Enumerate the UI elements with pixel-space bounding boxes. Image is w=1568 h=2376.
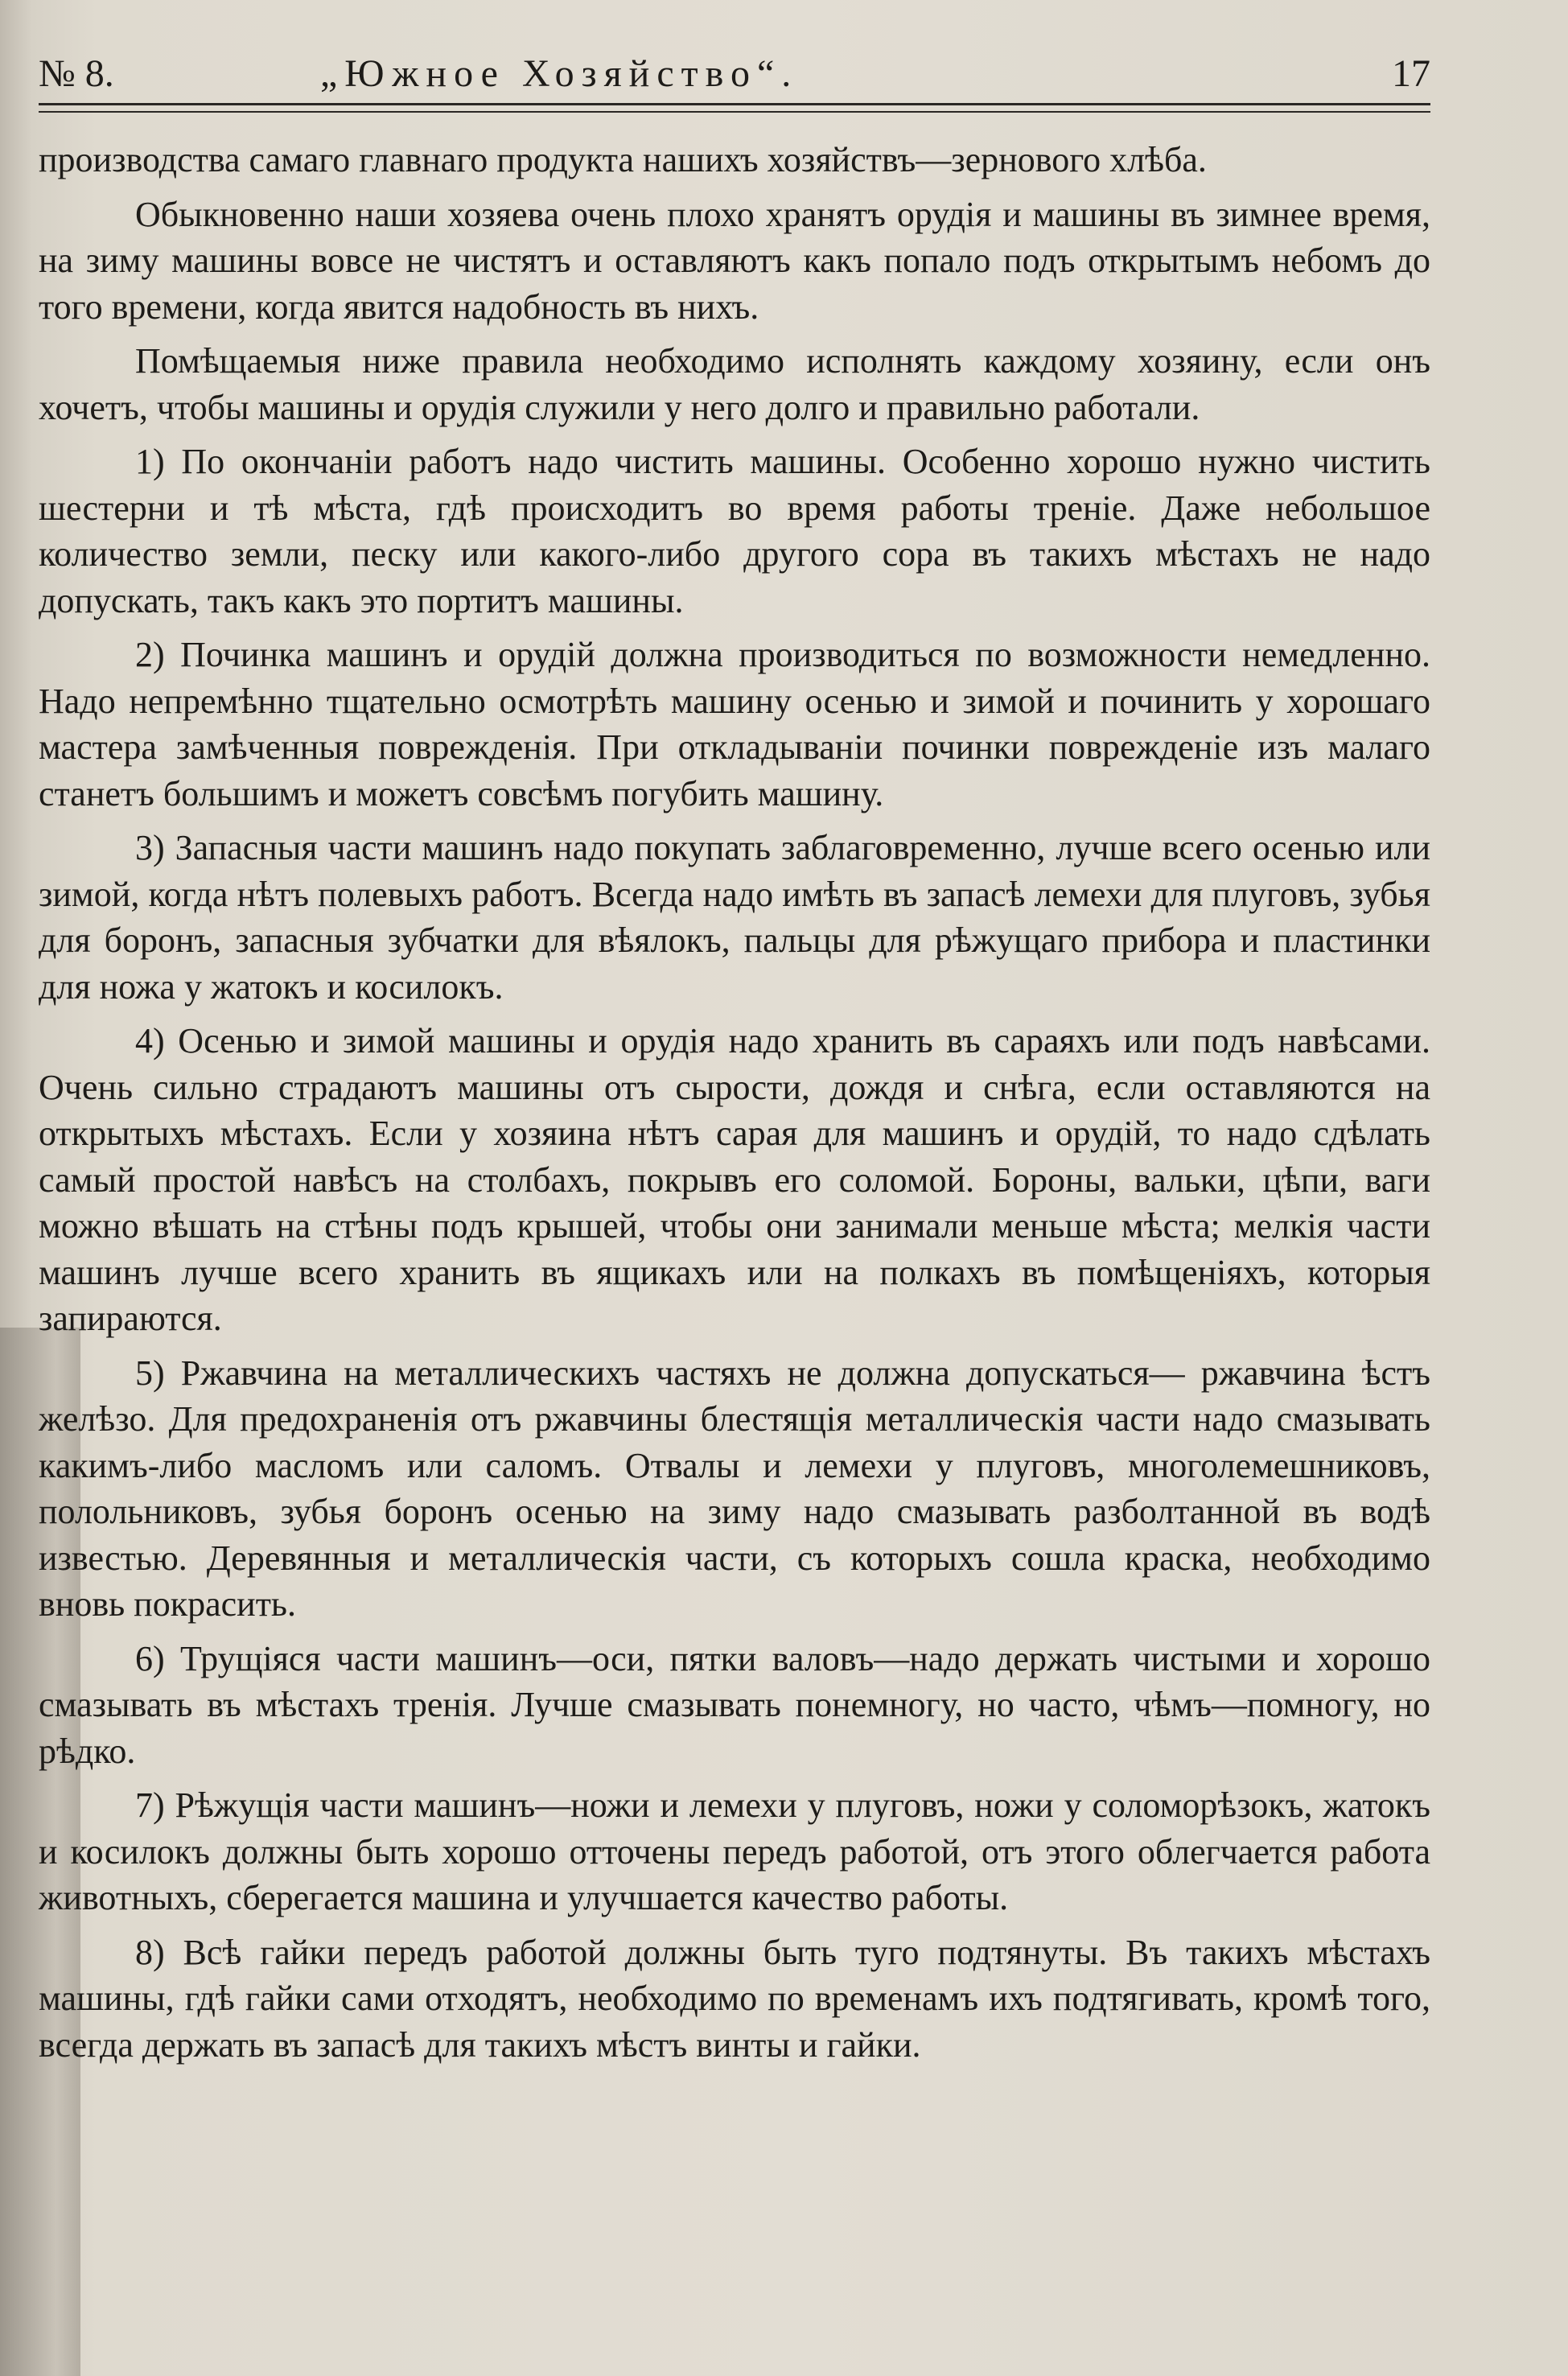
rule-2-paragraph: 2) Починка машинъ и орудій должна производиться по возможности немедленно. Надо непремѣнно тщательно осмотрѣть машину осенью и зимой и починить у хорошаго мастера замѣченныя поврежденія. При откладываніи починки поврежденіе изъ малаго станетъ большимъ и можетъ совсѣмъ погубить машину. — [39, 635, 1430, 813]
article-body — [39, 137, 1430, 2076]
rule-3-paragraph: 3) Запасныя части машинъ надо покупать заблаговременно, лучше всего осенью или зимой, когда нѣтъ полевыхъ работъ. Всегда надо имѣть въ запасѣ лемехи для плуговъ, зубья для боронъ, запасныя зубчатки для вѣялокъ, пальцы для рѣжущаго прибора и пластинки для ножа у жатокъ и косилокъ. — [39, 828, 1430, 1007]
rule-6-paragraph: 6) Трущіяся части машинъ—оси, пятки валовъ—надо держать чистыми и хорошо смазывать въ мѣстахъ тренія. Лучше смазывать понемногу, но часто, чѣмъ—помногу, но рѣдко. — [39, 1638, 1430, 1771]
paragraph: производства самаго главнаго продукта нашихъ хозяйствъ—зернового хлѣба. — [39, 140, 1207, 179]
rule-8-paragraph: 8) Всѣ гайки передъ работой должны быть туго подтянуты. Въ такихъ мѣстахъ машины, гдѣ гайки сами отходятъ, необходимо по временамъ ихъ подтягивать, кромѣ того, всегда держать въ запасѣ для такихъ мѣстъ винты и гайки. — [39, 1932, 1430, 2065]
header-rule-thick — [39, 103, 1430, 105]
rule-7-paragraph: 7) Рѣжущія части машинъ—ножи и лемехи у плуговъ, ножи у соломорѣзокъ, жатокъ и косилокъ должны быть хорошо отточены передъ работой, отъ этого облегчается работа животныхъ, сберегается машина и улучшается качество работы. — [39, 1785, 1430, 1917]
header-rule-thin — [39, 111, 1430, 113]
rule-4-paragraph: 4) Осенью и зимой машины и орудія надо хранить въ сараяхъ или подъ навѣсами. Очень сильно страдаютъ машины отъ сырости, дождя и снѣга, если оставляются на открытыхъ мѣстахъ. Если у хозяина нѣтъ сарая для машинъ и орудій, то надо сдѣлать самый простой навѣсъ на столбахъ, покрывъ его соломой. Бороны, вальки, цѣпи, ваги можно вѣшать на стѣны подъ крышей, чтобы они занимали меньше мѣста; мелкія части машинъ лучше всего хранить въ ящикахъ или на полкахъ въ помѣщеніяхъ, которыя запираются. — [39, 1021, 1430, 1338]
paragraph: Помѣщаемыя ниже правила необходимо исполнять каждому хозяину, если онъ хочетъ, чтобы машины и орудія служили у него долго и правильно работали. — [39, 341, 1430, 427]
rule-5-paragraph: 5) Ржавчина на металлическихъ частяхъ не должна допускаться— ржавчина ѣстъ желѣзо. Для предохраненія отъ ржавчины блестящія металлическія части надо смазывать какимъ-либо масломъ или саломъ. Отвалы и лемехи у плуговъ, многолемешниковъ, полольниковъ, зубья боронъ осенью на зиму надо смазывать разболтанной въ водѣ известью. Деревянныя и металлическія части, съ которыхъ сошла краска, необходимо вновь покрасить. — [39, 1353, 1430, 1624]
page-number: 17 — [1392, 52, 1430, 95]
paragraph: Обыкновенно наши хозяева очень плохо хранятъ орудія и машины въ зимнее время, на зиму машины вовсе не чистятъ и оставляютъ какъ попало подъ открытымъ небомъ до того времени, когда явится надобность въ нихъ. — [39, 194, 1430, 327]
journal-title: „Южное Хозяйство“. — [320, 52, 799, 95]
issue-number: № 8. — [39, 52, 114, 95]
rule-1-paragraph: 1) По окончаніи работъ надо чистить машины. Особенно хорошо нужно чистить шестерни и тѣ мѣста, гдѣ происходитъ во время работы треніе. Даже небольшое количество земли, песку или какого-либо другого сора въ такихъ мѣстахъ не надо допускать, такъ какъ это портитъ машины. — [39, 442, 1430, 620]
running-header — [39, 51, 1430, 116]
